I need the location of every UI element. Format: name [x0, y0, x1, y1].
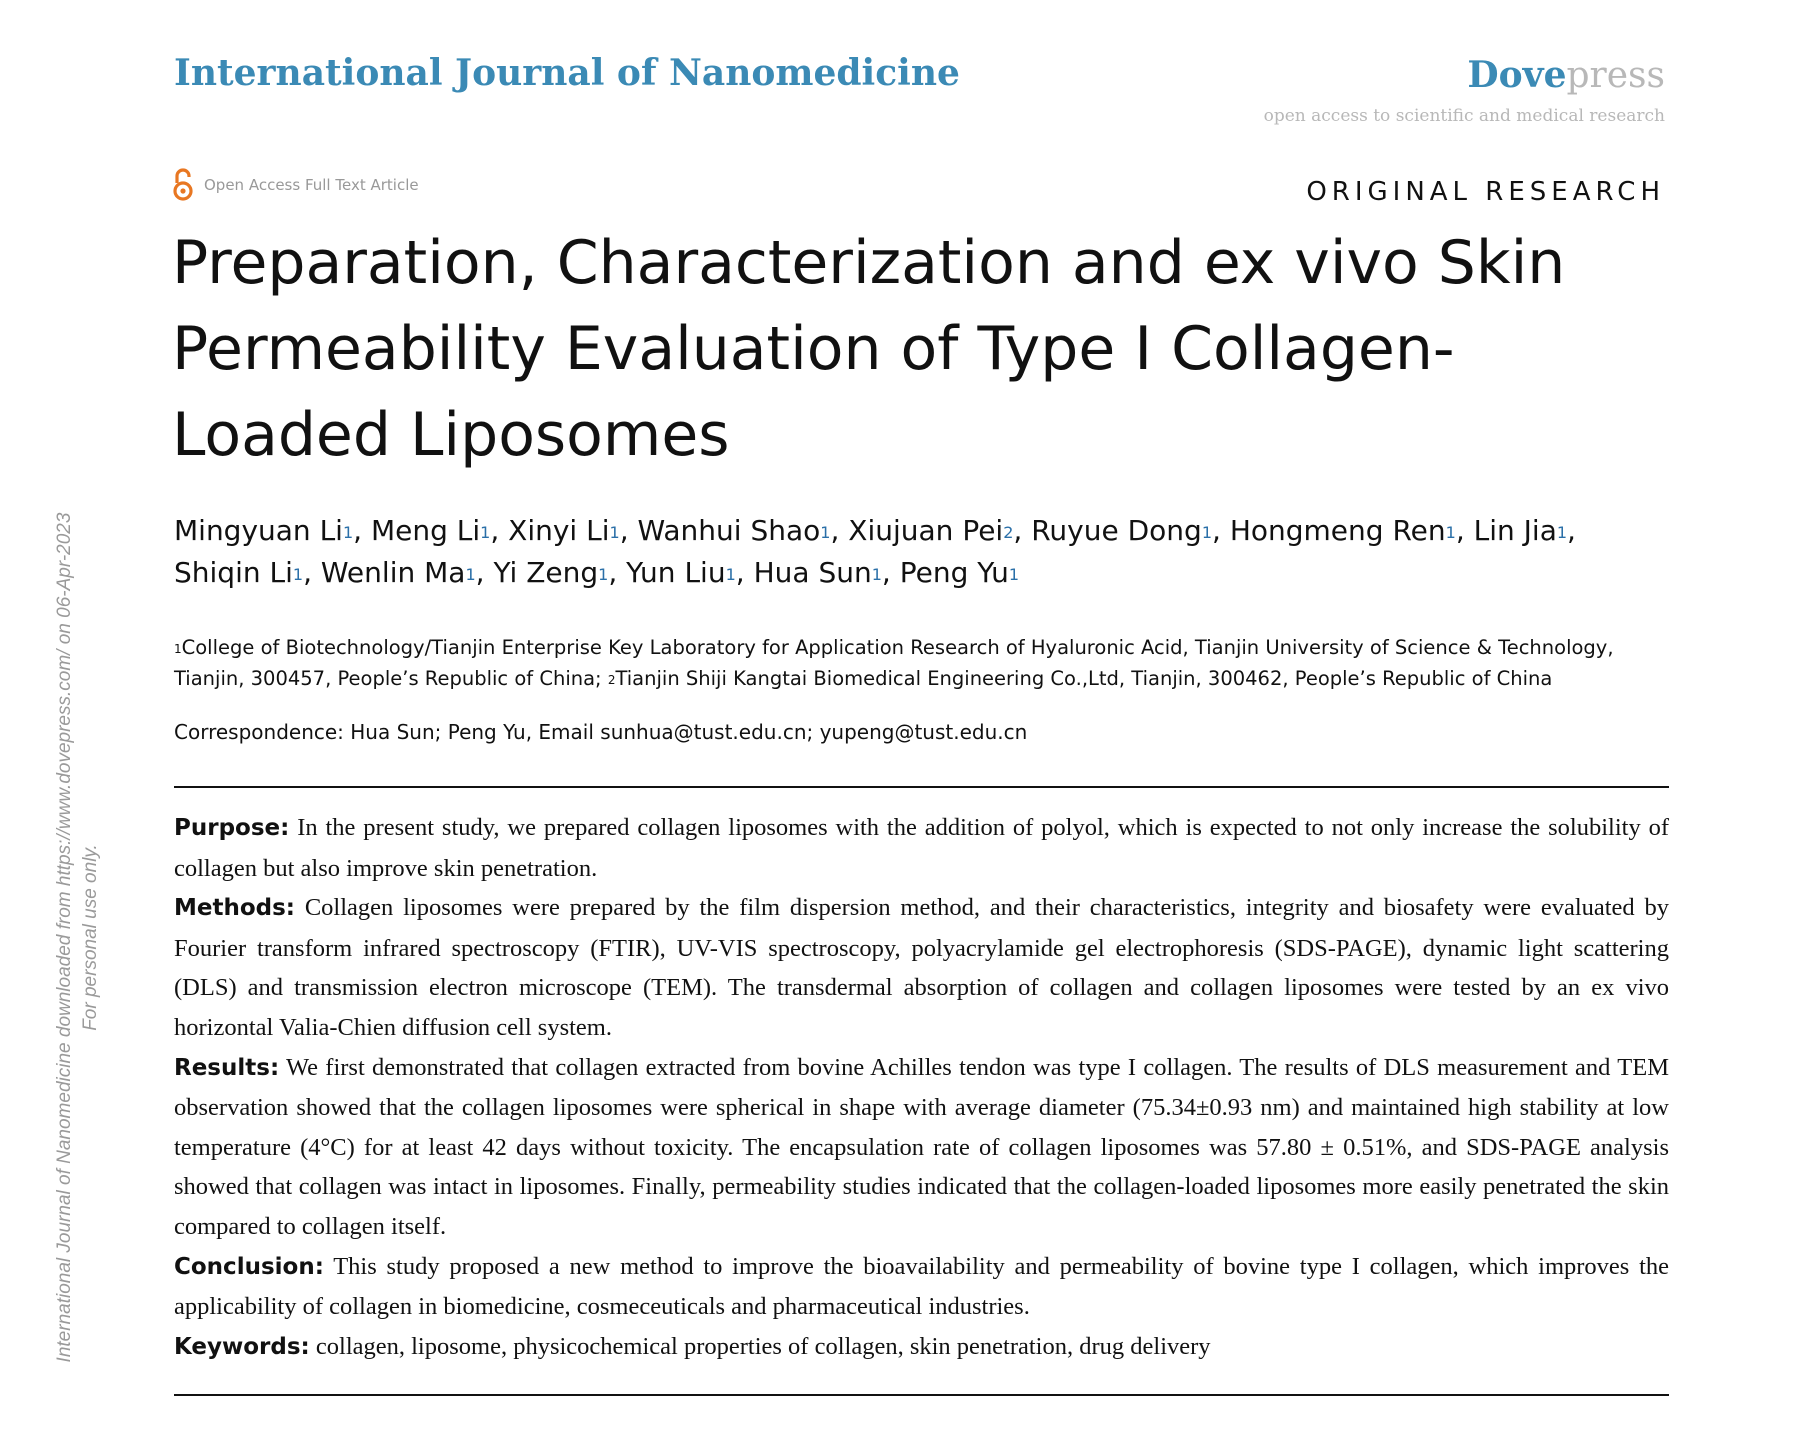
author [174, 556, 303, 589]
author-name: Xinyi Li [508, 514, 610, 547]
affiliation-mark: 2 [607, 673, 616, 687]
publisher-tagline: open access to scientific and medical research [1263, 106, 1665, 126]
abstract-conclusion [174, 1247, 1669, 1327]
journal-title[interactable]: International Journal of Nanomedicine [174, 52, 960, 94]
author [754, 556, 882, 589]
author-name: Yi Zeng [493, 556, 599, 589]
author-affiliation-mark: 1 [465, 565, 476, 584]
author-name: Meng Li [370, 514, 481, 547]
correspondence: Correspondence: Hua Sun; Peng Yu, Email sunhua@tust.edu.cn; yupeng@tust.edu.cn [174, 720, 1028, 744]
author [508, 514, 620, 547]
publisher-logo-dove: Dove [1467, 54, 1567, 96]
abstract-methods [174, 888, 1669, 1047]
download-watermark-line1: International Journal of Nanomedicine downloaded from https://www.dovepress.com/ on 06-Apr-2023 [54, 512, 75, 1363]
author [371, 514, 490, 547]
author [1031, 514, 1212, 547]
abstract-results-label: Results: [174, 1054, 280, 1081]
article-title: Preparation, Characterization and ex vivo Skin Permeability Evaluation of Type I Collagen-Loaded Liposomes [172, 228, 1566, 470]
abstract-results-text: We first demonstrated that collagen extracted from bovine Achilles tendon was type I collagen. The results of DLS measurement and TEM observation showed that the collagen liposomes were spherical in shape with average diameter (75.34±0.93 nm) and maintained high stability at low temperature (4°C) for at least 42 days without toxicity. The encapsulation rate of collagen liposomes was 57.80 ± 0.51%, and SDS-PAGE analysis showed that collagen was intact in liposomes. Finally, permeability studies indicated that the collagen-loaded liposomes more easily penetrated the skin compared to collagen itself. [174, 1053, 1669, 1240]
download-watermark [52, 435, 104, 1440]
author-name: Ruyue Dong [1031, 514, 1202, 547]
author-name: Mingyuan Li [174, 514, 343, 547]
abstract-methods-label: Methods: [174, 895, 296, 922]
affiliation-text: Tianjin Shiji Kangtai Biomedical Engineering Co.,Ltd, Tianjin, 300462, People’s Republic of China [615, 667, 1553, 690]
affiliation-mark: 1 [174, 642, 182, 656]
abstract-purpose [174, 808, 1669, 888]
author-name: Xiujuan Pei [848, 514, 1004, 547]
author-affiliation-mark: 1 [1556, 523, 1568, 542]
abstract-purpose-label: Purpose: [174, 815, 290, 841]
author-affiliation-mark: 1 [1201, 523, 1213, 542]
author-affiliation-mark: 1 [609, 523, 620, 542]
author [626, 556, 736, 589]
author-affiliation-mark: 1 [342, 523, 354, 542]
publisher-logo-press: press [1566, 55, 1665, 96]
author [493, 556, 608, 589]
author-list: Mingyuan Li$^1$, Meng Li$^1$, Xinyi Li$^1$, Wanhui Shao$^1$, Xiujuan Pei$^2$, Ruyue Dong$^1$, Hongmeng Ren$^1$, Lin Jia$^1$, Shiqin Li$^1$, Wenlin Ma$^1$, Yi Zeng$^1$, Yun Liu$^1$, Hua Sun$^1$, Peng Yu$^1$ [174, 514, 1576, 589]
author-affiliation-mark: 1 [1008, 565, 1020, 584]
open-access-icon [172, 168, 194, 202]
abstract-keywords-text: collagen, liposome, physicochemical properties of collagen, skin penetration, drug delivery [309, 1332, 1211, 1360]
author-name: Hua Sun [753, 556, 872, 589]
abstract-conclusion-text: This study proposed a new method to improve the bioavailability and permeability of bovine type I collagen, which improves the applicability of collagen in biomedicine, cosmeceuticals and pharmaceutical industries. [174, 1252, 1669, 1321]
author [174, 514, 353, 547]
author-affiliation-mark: 2 [1003, 523, 1014, 542]
author-name: Yun Liu [626, 556, 726, 589]
affiliations [174, 632, 1669, 694]
author-affiliation-mark: 1 [820, 523, 831, 542]
author-name: Wanhui Shao [637, 514, 821, 547]
author [900, 556, 1019, 589]
author [638, 514, 831, 547]
author-name: Peng Yu [899, 556, 1009, 589]
abstract-keywords-label: Keywords: [174, 1333, 310, 1360]
author-affiliation-mark: 1 [598, 565, 609, 584]
affiliation-text: College of Biotechnology/Tianjin Enterprise Key Laboratory for Application Research of Hyaluronic Acid, Tianjin University of Science & Technology, Tianjin, 300457, People’s Republic of China; [174, 636, 1614, 690]
open-access-label: Open Access Full Text Article [204, 176, 419, 194]
author-name: Shiqin Li [174, 556, 293, 589]
author-affiliation-mark: 1 [871, 565, 882, 584]
download-watermark-line2: For personal use only. [80, 844, 101, 1031]
abstract-conclusion-label: Conclusion: [174, 1253, 324, 1280]
author [321, 556, 476, 589]
abstract-keywords [174, 1327, 1669, 1368]
author-affiliation-mark: 1 [1445, 523, 1456, 542]
divider-bottom [174, 1394, 1669, 1396]
author [1474, 514, 1567, 547]
abstract [174, 808, 1669, 1367]
author [1230, 514, 1456, 547]
publisher-logo[interactable] [1467, 54, 1665, 96]
author-affiliation-mark: 1 [725, 565, 736, 584]
author-name: Wenlin Ma [320, 556, 466, 589]
article-type: ORIGINAL RESEARCH [1306, 177, 1665, 207]
author-affiliation-mark: 1 [292, 565, 304, 584]
author-affiliation-mark: 1 [480, 523, 491, 542]
abstract-methods-text: Collagen liposomes were prepared by the film dispersion method, and their characteristics, integrity and biosafety were evaluated by Fourier transform infrared spectroscopy (FTIR), UV-VIS spectroscopy, polyacrylamide gel electrophoresis (SDS-PAGE), dynamic light scattering (DLS) and transmission electron microscope (TEM). The transdermal absorption of collagen and collagen liposomes were tested by an ex vivo horizontal Valia-Chien diffusion cell system. [174, 894, 1669, 1041]
author-name: Lin Jia [1473, 514, 1557, 547]
divider-top [174, 786, 1669, 788]
abstract-results [174, 1048, 1669, 1247]
open-access-badge [172, 168, 419, 202]
author [848, 514, 1013, 547]
abstract-purpose-text: In the present study, we prepared collagen liposomes with the addition of polyol, which is expected to not only increase the solubility of collagen but also improve skin penetration. [174, 814, 1669, 882]
author-name: Hongmeng Ren [1229, 514, 1446, 547]
